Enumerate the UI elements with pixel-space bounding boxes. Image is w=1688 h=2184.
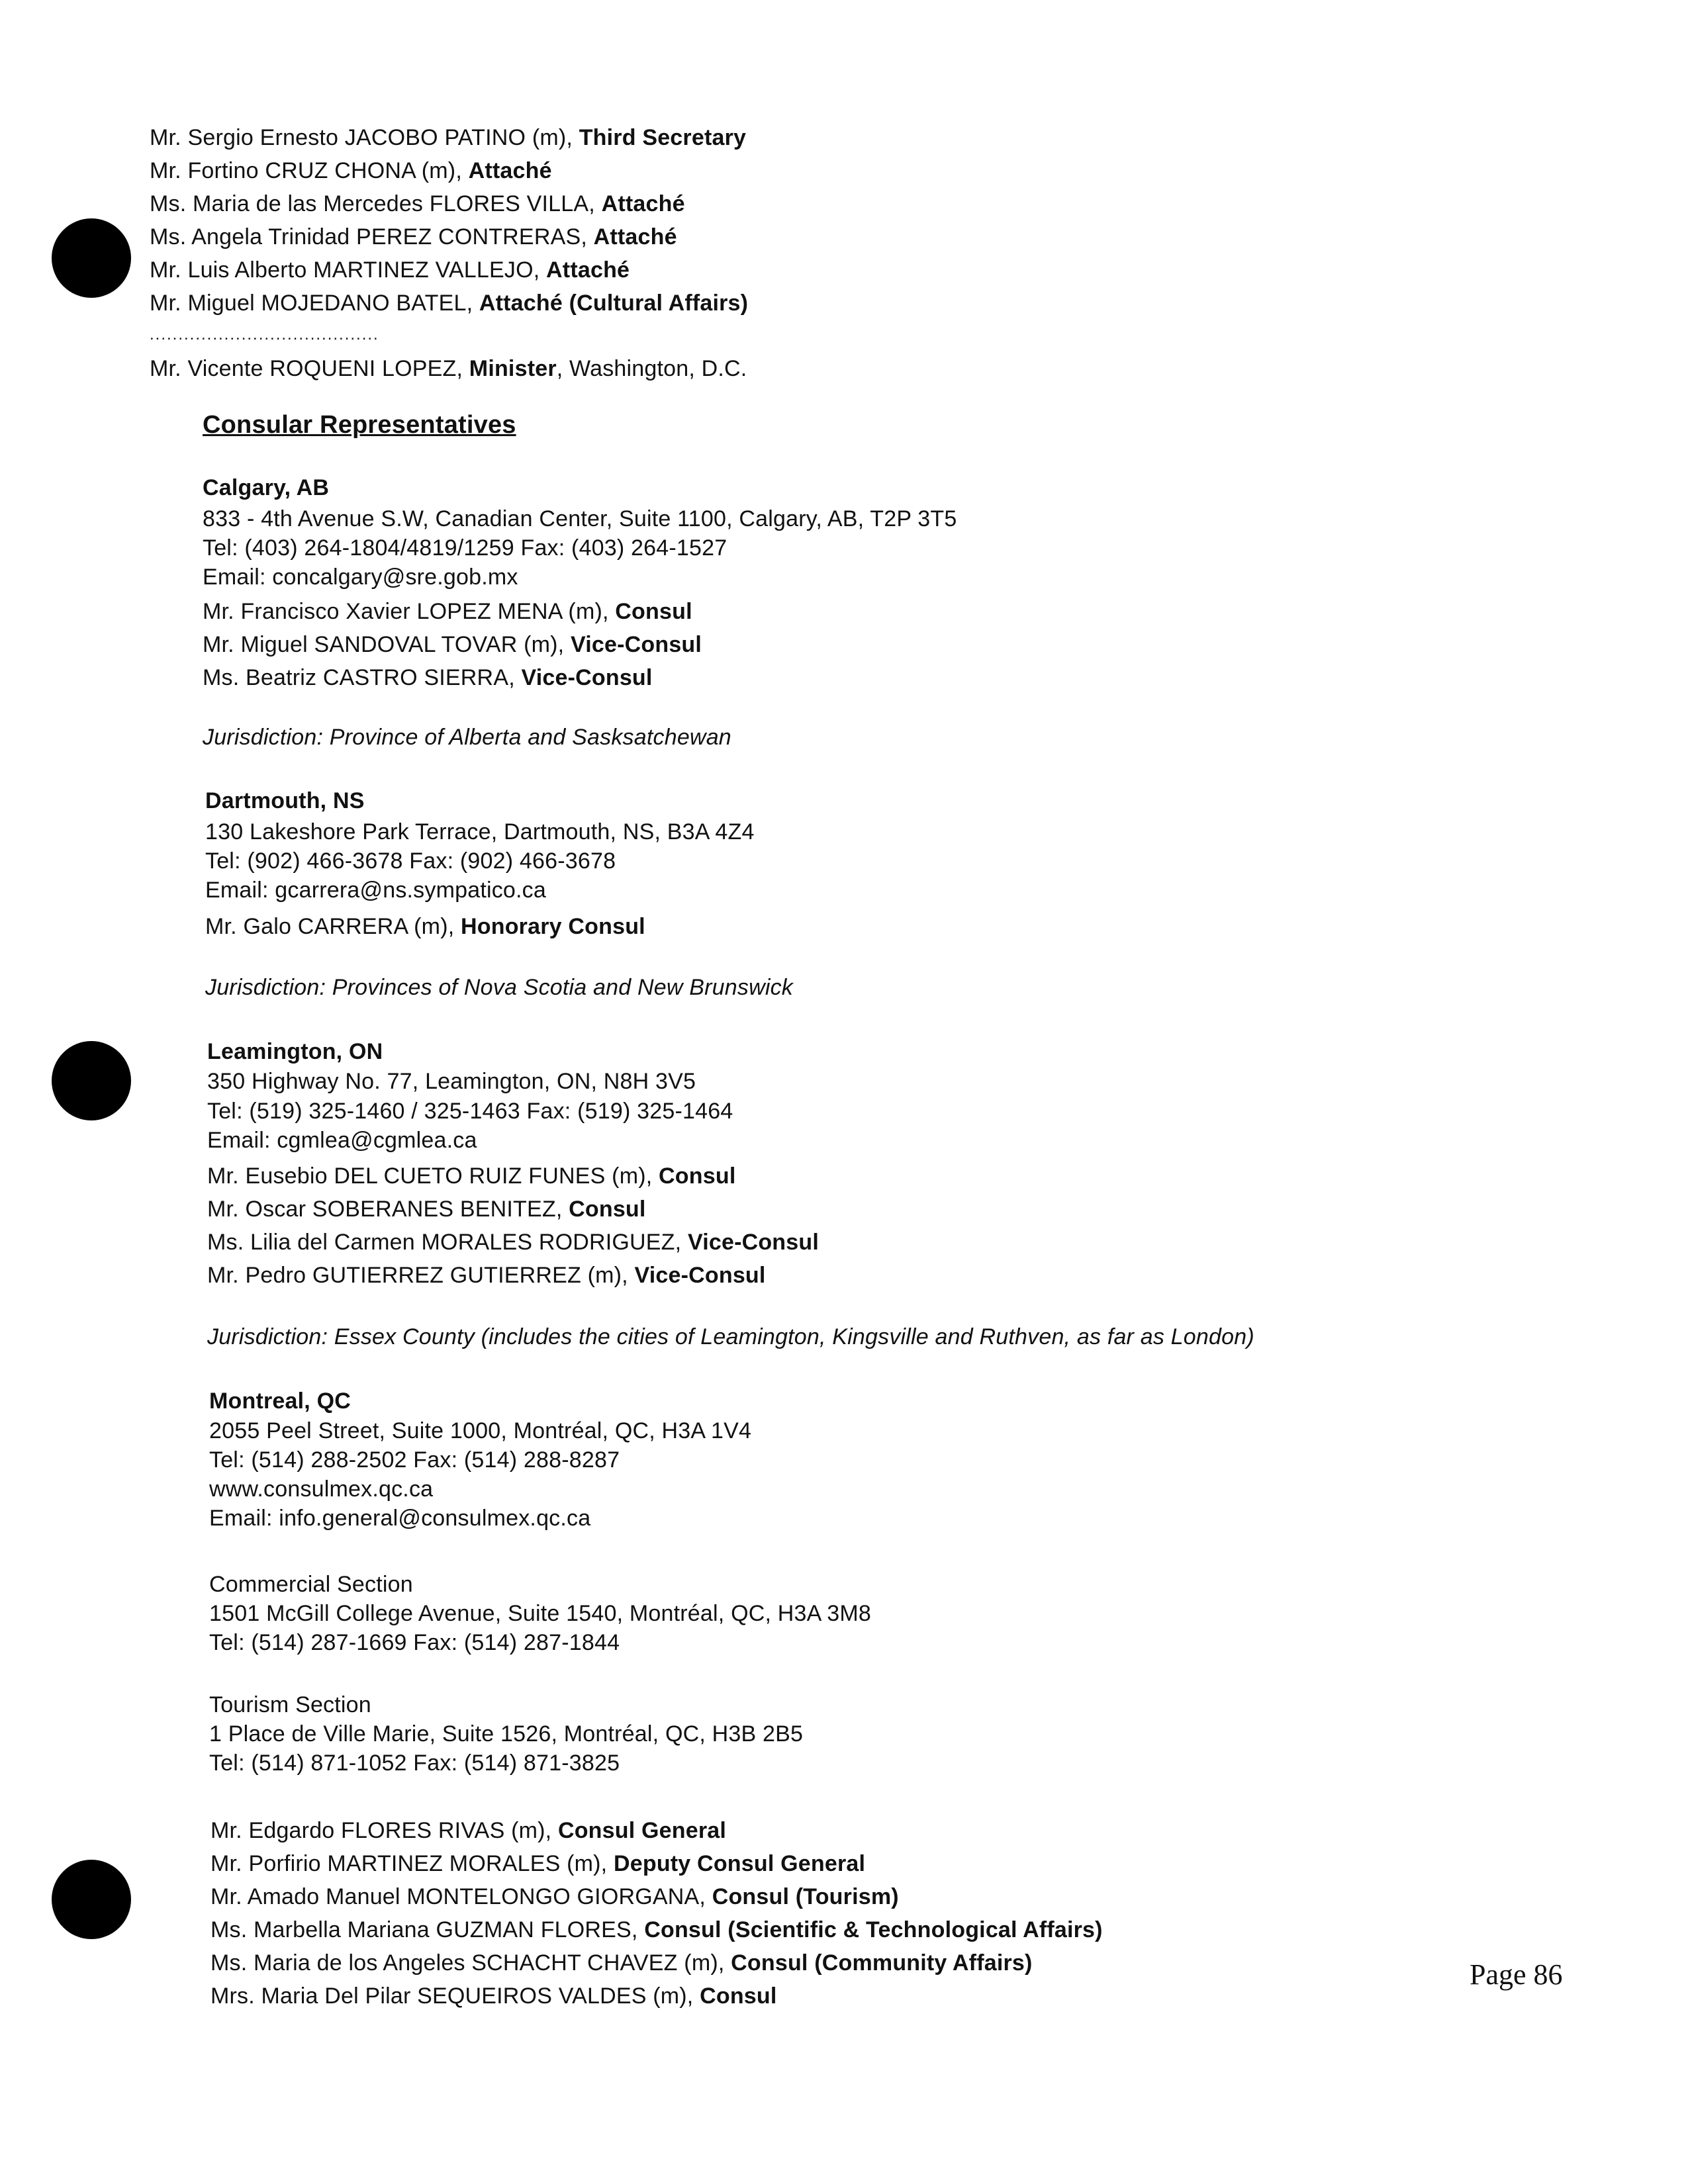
staff-title: Honorary Consul <box>461 914 645 939</box>
staff-name: Mr. Galo CARRERA (m), <box>205 914 461 939</box>
staff-line <box>203 663 653 692</box>
staff-title: Deputy Consul General <box>613 1851 866 1876</box>
staff-title: Third Secretary <box>579 125 747 150</box>
staff-name: Ms. Angela Trinidad PEREZ CONTRERAS, <box>150 224 594 250</box>
staff-line <box>203 630 702 659</box>
staff-line <box>150 189 685 218</box>
staff-title: Consul <box>615 599 692 624</box>
staff-name: Mr. Oscar SOBERANES BENITEZ, <box>207 1197 569 1222</box>
staff-name: Ms. Lilia del Carmen MORALES RODRIGUEZ, <box>207 1230 688 1255</box>
staff-title: Attaché <box>601 191 685 216</box>
office-phone: Tel: (519) 325-1460 / 325-1463 Fax: (519) 325-1464 <box>207 1099 733 1124</box>
minister-location: , Washington, D.C. <box>556 356 747 381</box>
staff-name: Mr. Edgardo FLORES RIVAS (m), <box>211 1818 558 1843</box>
office-jurisdiction: Jurisdiction: Province of Alberta and Sasksatchewan <box>203 725 731 750</box>
office-city: Dartmouth, NS <box>205 788 365 813</box>
staff-title: Attaché <box>546 257 630 283</box>
office-jurisdiction: Jurisdiction: Provinces of Nova Scotia and New Brunswick <box>205 975 794 1000</box>
staff-name: Mr. Vicente ROQUENI LOPEZ, <box>150 356 469 381</box>
staff-name: Mr. Miguel MOJEDANO BATEL, <box>150 291 479 316</box>
staff-title: Consul <box>659 1163 736 1189</box>
punch-hole-bottom <box>52 1860 131 1939</box>
staff-line <box>203 597 692 626</box>
office-phone: Tel: (902) 466-3678 Fax: (902) 466-3678 <box>205 848 616 874</box>
minister-line <box>150 354 747 383</box>
tourism-section-label: Tourism Section <box>209 1692 371 1717</box>
office-email: Email: info.general@consulmex.qc.ca <box>209 1506 591 1531</box>
office-address: 2055 Peel Street, Suite 1000, Montréal, QC, H3A 1V4 <box>209 1418 752 1443</box>
staff-title: Consul General <box>557 1818 727 1843</box>
staff-line <box>207 1161 735 1191</box>
staff-line <box>150 289 748 318</box>
office-city: Leamington, ON <box>207 1039 383 1064</box>
staff-title: Consul <box>700 1983 777 2009</box>
staff-name: Ms. Marbella Mariana GUZMAN FLORES, <box>211 1917 645 1942</box>
staff-title: Consul (Scientific & Technological Affairs) <box>644 1917 1103 1942</box>
staff-name: Mr. Pedro GUTIERREZ GUTIERREZ (m), <box>207 1263 635 1288</box>
staff-title: Vice-Consul <box>521 665 653 690</box>
commercial-section-label: Commercial Section <box>209 1572 413 1597</box>
staff-name: Mr. Eusebio DEL CUETO RUIZ FUNES (m), <box>207 1163 659 1189</box>
staff-line <box>207 1261 766 1290</box>
office-city: Montreal, QC <box>209 1388 351 1414</box>
staff-name: Mr. Luis Alberto MARTINEZ VALLEJO, <box>150 257 547 283</box>
staff-line <box>211 1849 865 1878</box>
office-city: Calgary, AB <box>203 475 330 500</box>
punch-hole-middle <box>52 1041 131 1120</box>
office-website: www.consulmex.qc.ca <box>209 1477 434 1502</box>
staff-line <box>211 1915 1103 1944</box>
staff-line <box>211 1882 899 1911</box>
staff-name: Mr. Sergio Ernesto JACOBO PATINO (m), <box>150 125 579 150</box>
office-address: 833 - 4th Avenue S.W, Canadian Center, Suite 1100, Calgary, AB, T2P 3T5 <box>203 506 957 531</box>
office-email: Email: gcarrera@ns.sympatico.ca <box>205 878 546 903</box>
staff-line <box>207 1228 819 1257</box>
office-jurisdiction: Jurisdiction: Essex County (includes the cities of Leamington, Kingsville and Ruthven, as far as London) <box>207 1324 1254 1349</box>
office-email: Email: cgmlea@cgmlea.ca <box>207 1128 477 1153</box>
staff-line <box>211 1816 726 1845</box>
office-phone: Tel: (514) 288-2502 Fax: (514) 288-8287 <box>209 1447 620 1473</box>
office-address: 130 Lakeshore Park Terrace, Dartmouth, NS, B3A 4Z4 <box>205 819 755 844</box>
tourism-section-phone: Tel: (514) 871-1052 Fax: (514) 871-3825 <box>209 1751 620 1776</box>
commercial-section-phone: Tel: (514) 287-1669 Fax: (514) 287-1844 <box>209 1630 620 1655</box>
tourism-section-address: 1 Place de Ville Marie, Suite 1526, Montréal, QC, H3B 2B5 <box>209 1721 804 1747</box>
staff-name: Ms. Maria de los Angeles SCHACHT CHAVEZ (m), <box>211 1950 731 1976</box>
staff-name: Mr. Amado Manuel MONTELONGO GIORGANA, <box>211 1884 712 1909</box>
staff-name: Ms. Beatriz CASTRO SIERRA, <box>203 665 522 690</box>
staff-title: Attaché (Cultural Affairs) <box>479 291 749 316</box>
staff-title: Vice-Consul <box>687 1230 820 1255</box>
staff-name: Mr. Francisco Xavier LOPEZ MENA (m), <box>203 599 616 624</box>
staff-title: Vice-Consul <box>570 632 702 657</box>
commercial-section-address: 1501 McGill College Avenue, Suite 1540, Montréal, QC, H3A 3M8 <box>209 1601 872 1626</box>
staff-title: Minister <box>469 356 557 381</box>
office-email: Email: concalgary@sre.gob.mx <box>203 565 518 590</box>
staff-line <box>211 1948 1033 1978</box>
staff-line <box>207 1195 646 1224</box>
office-address: 350 Highway No. 77, Leamington, ON, N8H 3V5 <box>207 1069 696 1094</box>
staff-title: Vice-Consul <box>634 1263 766 1288</box>
staff-title: Attaché <box>593 224 677 250</box>
dotted-separator: ........................................ <box>150 326 379 343</box>
staff-name: Mrs. Maria Del Pilar SEQUEIROS VALDES (m), <box>211 1983 700 2009</box>
staff-line <box>150 222 677 251</box>
staff-title: Consul <box>569 1197 646 1222</box>
section-heading: Consular Representatives <box>203 411 516 439</box>
staff-name: Mr. Fortino CRUZ CHONA (m), <box>150 158 469 183</box>
staff-line <box>150 156 552 185</box>
staff-line <box>211 1981 777 2011</box>
page-number: Page 86 <box>1470 1958 1563 1991</box>
staff-title: Consul (Community Affairs) <box>731 1950 1033 1976</box>
staff-name: Mr. Miguel SANDOVAL TOVAR (m), <box>203 632 571 657</box>
staff-title: Attaché <box>468 158 552 183</box>
staff-line <box>150 123 746 152</box>
punch-hole-top <box>52 218 131 298</box>
staff-title: Consul (Tourism) <box>712 1884 899 1909</box>
staff-name: Mr. Porfirio MARTINEZ MORALES (m), <box>211 1851 614 1876</box>
staff-line <box>205 912 645 941</box>
staff-name: Ms. Maria de las Mercedes FLORES VILLA, <box>150 191 602 216</box>
staff-line <box>150 255 630 285</box>
office-phone: Tel: (403) 264-1804/4819/1259 Fax: (403) 264-1527 <box>203 535 727 561</box>
